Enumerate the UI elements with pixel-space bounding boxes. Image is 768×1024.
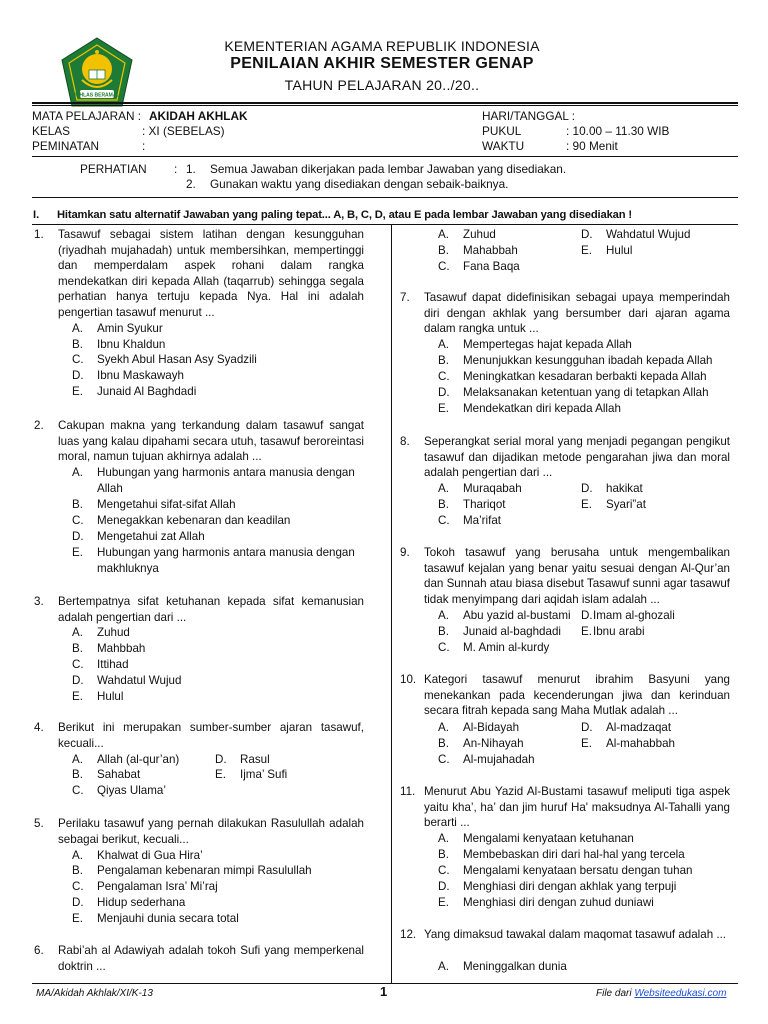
option-e: E. Hubungan yang harmonis antara manusia dengan makhluknya xyxy=(72,546,355,575)
option-d: D. Ibnu Maskawayh xyxy=(72,369,184,382)
option-c: C. Ma’rifat xyxy=(438,514,502,527)
question-number: 2. xyxy=(34,419,44,432)
question-text: Bertempatnya sifat ketuhanan kepada sifat kemanusian adalah pengertian dari ... xyxy=(58,595,364,624)
time-value: : 10.00 – 11.30 WIB xyxy=(566,124,670,138)
source-prefix: File dari xyxy=(596,988,635,999)
duration-label: WAKTU xyxy=(482,139,525,153)
option-b: B. Mahabbah xyxy=(438,244,518,257)
option-d: D. Rasul xyxy=(215,753,270,766)
option-e: E. Al-mahabbah xyxy=(581,737,675,750)
source-link[interactable]: Websiteedukasi.com xyxy=(634,988,727,999)
section-instruction: Hitamkan satu alternatif Jawaban yang paling tepat... A, B, C, D, atau E pada lembar Jawaban yang disediakan ! xyxy=(57,209,632,221)
question-number: 8. xyxy=(400,435,410,448)
option-e: E. Mendekatkan diri kepada Allah xyxy=(438,402,621,415)
option-a: A. Zuhud xyxy=(72,626,130,639)
question-text: Cakupan makna yang terkandung dalam tasawuf sangat luas yang kalau dipahami secara utuh, tasawuf beroreintasi moral, namun tujuan akhirnya adalah ... xyxy=(58,419,364,464)
major-label: PEMINATAN xyxy=(32,139,100,153)
option-c: C. Pengalaman Isra’ Mi’raj xyxy=(72,880,218,893)
question-number: 12. xyxy=(400,928,417,941)
subject-value: AKIDAH AKHLAK xyxy=(149,109,248,123)
header-rule-thin xyxy=(32,105,738,106)
section-number: I. xyxy=(33,209,40,221)
notice-text-1: Semua Jawaban dikerjakan pada lembar Jawaban yang disediakan. xyxy=(210,162,567,176)
option-b: B. Mengetahui sifat-sifat Allah xyxy=(72,498,236,511)
option-d: D. Al-madzaqat xyxy=(581,721,672,734)
page-number: 1 xyxy=(380,984,388,999)
subject-label: MATA PELAJARAN : xyxy=(32,109,142,123)
question-number: 7. xyxy=(400,291,410,304)
option-a: A. Hubungan yang harmonis antara manusia dengan Allah xyxy=(72,466,355,495)
option-a: A. Mengalami kenyataan ketuhanan xyxy=(438,832,634,845)
notice-colon: : xyxy=(174,162,178,176)
notice-num-2: 2. xyxy=(186,177,196,191)
option-b: B. Menunjukkan kesungguhan ibadah kepada Allah xyxy=(438,354,713,367)
kemenag-logo xyxy=(60,36,134,110)
option-e: E. Syari”at xyxy=(581,498,646,511)
duration-value: : 90 Menit xyxy=(566,139,618,153)
option-d: D. hakikat xyxy=(581,482,643,495)
question-number: 10. xyxy=(400,673,417,686)
option-a: A. Muraqabah xyxy=(438,482,522,495)
notice-text-2: Gunakan waktu yang disediakan dengan sebaik-baiknya. xyxy=(210,177,509,191)
option-d: D. Wahdatul Wujud xyxy=(72,674,182,687)
class-value: : XI (SEBELAS) xyxy=(142,124,225,138)
exam-title: PENILAIAN AKHIR SEMESTER GENAP xyxy=(230,55,534,72)
option-b: B. Thariqot xyxy=(438,498,506,511)
question-number: 11. xyxy=(400,785,416,798)
option-b: B. Mahbbah xyxy=(72,642,146,655)
question-number: 4. xyxy=(34,721,44,734)
question-number: 3. xyxy=(34,595,44,608)
option-b: B. Pengalaman kebenaran mimpi Rasulullah xyxy=(72,864,312,877)
option-a: A. Abu yazid al-bustami xyxy=(438,609,571,622)
header-rule xyxy=(32,102,738,104)
svg-text:IKHLAS BERAMAL: IKHLAS BERAMAL xyxy=(74,92,120,99)
question-text: Yang dimaksud tawakal dalam maqomat tasawuf adalah ... xyxy=(424,928,727,941)
option-a: A. Al-Bidayah xyxy=(438,721,520,734)
question-text: Tasawuf dapat didefinisikan sebagai upaya memperindah diri dengan akhlak yang bersumber dari ajaran agama dalam rangka untuk ... xyxy=(424,291,730,336)
option-d: D. Wahdatul Wujud xyxy=(581,228,691,241)
column-divider xyxy=(391,225,392,983)
option-d: D. Melaksanakan ketentuan yang di tetapkan Allah xyxy=(438,386,709,399)
option-c: C. Al-mujahadah xyxy=(438,753,535,766)
source-credit xyxy=(596,988,726,999)
option-e: E. Menjauhi dunia secara total xyxy=(72,912,239,925)
option-a: A. Khalwat di Gua Hira’ xyxy=(72,849,203,862)
option-b: B. Junaid al-baghdadi xyxy=(438,625,561,638)
option-e: E. Menghiasi diri dengan zuhud duniawi xyxy=(438,896,654,909)
option-d: D.Imam al-ghozali xyxy=(581,609,675,622)
option-b: B. Ibnu Khaldun xyxy=(72,338,166,351)
question-number: 6. xyxy=(34,944,44,957)
notice-label: PERHATIAN xyxy=(80,162,147,176)
option-e: E. Junaid Al Baghdadi xyxy=(72,385,197,398)
question-text: Tokoh tasawuf yang berusaha untuk mengembalikan tasawuf kejalan yang benar yaitu sesuai dengan Al-Qur’an dan Sunnah atau biasa disebut Tasawuf sunni agar tasawuf tidak menyimpang dari aqidah islam adalah ... xyxy=(424,546,730,606)
option-b: B. Membebaskan diri dari hal-hal yang tercela xyxy=(438,848,685,861)
question-text: Berikut ini merupakan sumber-sumber ajaran tasawuf, kecuali... xyxy=(58,721,364,750)
question-text: Tasawuf sebagai sistem latihan dengan kesungguhan (riyadhah mujahadah) untuk membersihkan, mempertinggi dan memperdalam aspek rohani dalam rangka mendekatkan diri kepada Allah (taqarrub) sehingga segala perhatian hanya tertuju kepada Nya. Hal ini adalah pengertian tasawuf menurut ... xyxy=(58,228,364,319)
question-number: 9. xyxy=(400,546,410,559)
academic-year: TAHUN PELAJARAN 20../20.. xyxy=(284,77,480,93)
option-a: A. Mempertegas hajat kepada Allah xyxy=(438,338,632,351)
option-b: B. Sahabat xyxy=(72,768,141,781)
notice-num-1: 1. xyxy=(186,162,196,176)
question-text: Kategori tasawuf menurut ibrahim Basyuni yang menekankan pada kecenderungan jiwa dan kerinduan secara fitrah kepada sang Maha Mutlak adalah ... xyxy=(424,673,730,718)
option-c: C. Mengalami kenyataan bersatu dengan tuhan xyxy=(438,864,693,877)
time-label: PUKUL xyxy=(482,124,522,138)
section-rule xyxy=(32,224,738,225)
option-a: A. Meninggalkan dunia xyxy=(438,960,567,973)
day-label: HARI/TANGGAL : xyxy=(482,109,576,123)
option-b: B. An-Nihayah xyxy=(438,737,524,750)
meta-rule xyxy=(32,156,738,157)
question-text: Perilaku tasawuf yang pernah dilakukan Rasulullah adalah sebagai berikut, kecuali... xyxy=(58,817,364,846)
option-d: D. Mengetahui zat Allah xyxy=(72,530,205,543)
ministry-name: KEMENTERIAN AGAMA REPUBLIK INDONESIA xyxy=(224,38,540,54)
option-e: E.Ibnu arabi xyxy=(581,625,645,638)
option-e: E. Hulul xyxy=(581,244,633,257)
question-text: Seperangkat serial moral yang menjadi pegangan pengikut tasawuf dan dijadikan metode pengarahan jiwa dan moral adalah pengertian dari ... xyxy=(424,435,730,480)
document-code: MA/Akidah Akhlak/XI/K-13 xyxy=(36,988,153,999)
question-number: 5. xyxy=(34,817,44,830)
option-c: C. Ittihad xyxy=(72,658,129,671)
option-c: C. Qiyas Ulama’ xyxy=(72,784,166,797)
class-label: KELAS xyxy=(32,124,71,138)
option-c: C. Fana Baqa xyxy=(438,260,520,273)
option-c: C. Menegakkan kebenaran dan keadilan xyxy=(72,514,291,527)
notice-rule xyxy=(32,197,738,198)
question-number: 1. xyxy=(34,228,44,241)
option-a: A. Amin Syukur xyxy=(72,322,163,335)
option-c: C. Meningkatkan kesadaran berbakti kepada Allah xyxy=(438,370,707,383)
option-a: A. Zuhud xyxy=(438,228,496,241)
option-a: A. Allah (al-qur’an) xyxy=(72,753,180,766)
option-d: D. Hidup sederhana xyxy=(72,896,186,909)
option-e: E. Hulul xyxy=(72,690,124,703)
option-d: D. Menghiasi diri dengan akhlak yang terpuji xyxy=(438,880,677,893)
major-value: : xyxy=(142,139,146,153)
option-c: C. Syekh Abul Hasan Asy Syadzili xyxy=(72,353,257,366)
question-text: Rabi’ah al Adawiyah adalah tokoh Sufi yang memperkenal doktrin ... xyxy=(58,944,364,973)
option-e: E. Ijma’ Sufi xyxy=(215,768,288,781)
question-text: Menurut Abu Yazid Al-Bustami tasawuf meliputi tiga aspek yaitu kha’, ha’ dan jim huruf Ha' maksudnya Al-Tahalli yang berarti ... xyxy=(424,785,730,830)
option-c: C. M. Amin al-kurdy xyxy=(438,641,550,654)
